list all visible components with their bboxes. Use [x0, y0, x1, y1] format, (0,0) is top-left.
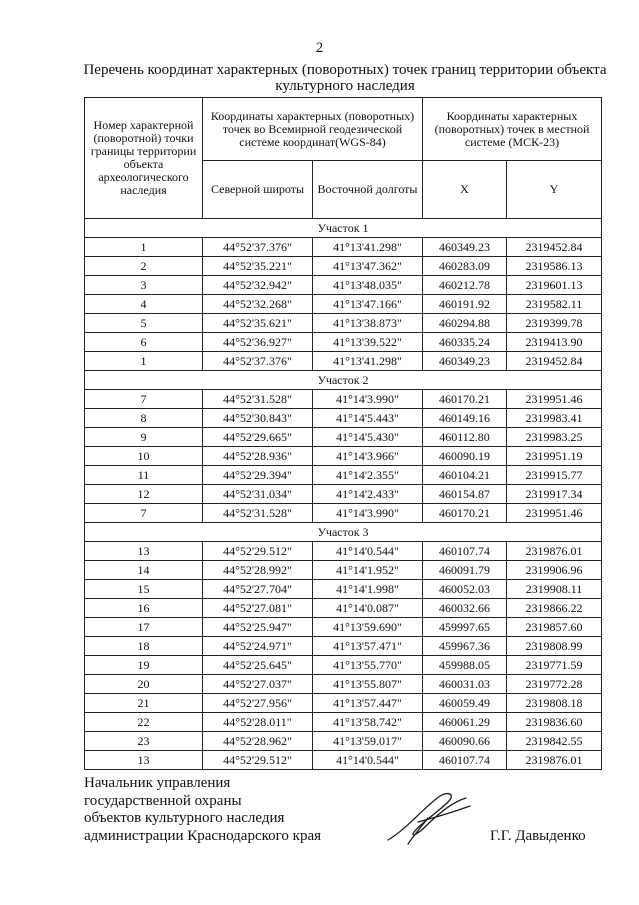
x-cell: 460349.23 [423, 352, 507, 371]
x-cell: 460031.03 [423, 675, 507, 694]
longitude-cell: 41°14'5.430" [313, 428, 423, 447]
point-number-cell: 12 [85, 485, 203, 504]
point-number-cell: 9 [85, 428, 203, 447]
section-title: Участок 2 [85, 371, 602, 390]
y-cell: 2319908.11 [507, 580, 602, 599]
y-cell: 2319983.25 [507, 428, 602, 447]
point-number-cell: 1 [85, 352, 203, 371]
y-cell: 2319601.13 [507, 276, 602, 295]
latitude-header: Северной широты [203, 161, 313, 219]
y-cell: 2319951.19 [507, 447, 602, 466]
point-number-cell: 8 [85, 409, 203, 428]
x-cell: 459967.36 [423, 637, 507, 656]
latitude-cell: 44°52'35.221" [203, 257, 313, 276]
table-row [85, 390, 602, 409]
x-cell: 460090.19 [423, 447, 507, 466]
footer-line: администрации Краснодарского края [84, 827, 322, 844]
point-number-cell: 1 [85, 238, 203, 257]
latitude-cell: 44°52'28.992" [203, 561, 313, 580]
latitude-cell: 44°52'36.927" [203, 333, 313, 352]
table-row [85, 561, 602, 580]
table-row [85, 618, 602, 637]
y-cell: 2319906.96 [507, 561, 602, 580]
section-row [85, 523, 602, 542]
x-cell: 460090.66 [423, 732, 507, 751]
point-number-cell: 11 [85, 466, 203, 485]
y-header: Y [507, 161, 602, 219]
table-row [85, 637, 602, 656]
table-row [85, 542, 602, 561]
x-cell: 460112.80 [423, 428, 507, 447]
table-row [85, 314, 602, 333]
y-cell: 2319452.84 [507, 238, 602, 257]
x-cell: 460091.79 [423, 561, 507, 580]
table-row [85, 751, 602, 770]
latitude-cell: 44°52'27.956" [203, 694, 313, 713]
point-number-cell: 5 [85, 314, 203, 333]
x-cell: 460212.78 [423, 276, 507, 295]
y-cell: 2319452.84 [507, 352, 602, 371]
y-cell: 2319915.77 [507, 466, 602, 485]
x-cell: 460170.21 [423, 504, 507, 523]
point-number-cell: 16 [85, 599, 203, 618]
latitude-cell: 44°52'32.942" [203, 276, 313, 295]
point-number-cell: 19 [85, 656, 203, 675]
y-cell: 2319876.01 [507, 542, 602, 561]
y-cell: 2319951.46 [507, 390, 602, 409]
latitude-cell: 44°52'29.512" [203, 542, 313, 561]
x-cell: 460107.74 [423, 751, 507, 770]
y-cell: 2319857.60 [507, 618, 602, 637]
x-cell: 459988.05 [423, 656, 507, 675]
longitude-cell: 41°13'47.166" [313, 295, 423, 314]
longitude-cell: 41°13'48.035" [313, 276, 423, 295]
table-row [85, 732, 602, 751]
point-number-cell: 14 [85, 561, 203, 580]
longitude-cell: 41°13'41.298" [313, 238, 423, 257]
longitude-cell: 41°13'59.017" [313, 732, 423, 751]
x-cell: 460349.23 [423, 238, 507, 257]
longitude-cell: 41°13'57.447" [313, 694, 423, 713]
latitude-cell: 44°52'29.512" [203, 751, 313, 770]
point-number-cell: 4 [85, 295, 203, 314]
footer-line: государственной охраны [84, 792, 242, 809]
point-number-cell: 6 [85, 333, 203, 352]
longitude-cell: 41°14'3.990" [313, 504, 423, 523]
x-cell: 460107.74 [423, 542, 507, 561]
latitude-cell: 44°52'37.376" [203, 352, 313, 371]
section-title: Участок 3 [85, 523, 602, 542]
point-number-cell: 15 [85, 580, 203, 599]
latitude-cell: 44°52'29.665" [203, 428, 313, 447]
longitude-cell: 41°13'59.690" [313, 618, 423, 637]
table-row [85, 257, 602, 276]
longitude-cell: 41°14'2.433" [313, 485, 423, 504]
point-number-cell: 18 [85, 637, 203, 656]
latitude-cell: 44°52'35.621" [203, 314, 313, 333]
page-number: 2 [315, 40, 324, 56]
longitude-cell: 41°13'55.807" [313, 675, 423, 694]
longitude-cell: 41°13'47.362" [313, 257, 423, 276]
longitude-cell: 41°14'5.443" [313, 409, 423, 428]
table-row [85, 656, 602, 675]
latitude-cell: 44°52'28.011" [203, 713, 313, 732]
section-row [85, 219, 602, 238]
longitude-cell: 41°14'0.544" [313, 751, 423, 770]
latitude-cell: 44°52'29.394" [203, 466, 313, 485]
longitude-cell: 41°14'2.355" [313, 466, 423, 485]
point-number-cell: 13 [85, 751, 203, 770]
x-header: X [423, 161, 507, 219]
point-number-cell: 17 [85, 618, 203, 637]
y-cell: 2319413.90 [507, 333, 602, 352]
longitude-header: Восточной долготы [313, 161, 423, 219]
longitude-cell: 41°14'1.998" [313, 580, 423, 599]
footer-line: Начальник управления [84, 775, 231, 791]
document-title: Перечень координат характерных (поворотных) точек границ территории объекта культурного наследия [83, 62, 607, 94]
y-cell: 2319399.78 [507, 314, 602, 333]
table-row [85, 238, 602, 257]
longitude-cell: 41°14'1.952" [313, 561, 423, 580]
table-row [85, 504, 602, 523]
point-number-cell: 7 [85, 390, 203, 409]
y-cell: 2319836.60 [507, 713, 602, 732]
x-cell: 460283.09 [423, 257, 507, 276]
x-cell: 460335.24 [423, 333, 507, 352]
y-cell: 2319876.01 [507, 751, 602, 770]
point-number-cell: 10 [85, 447, 203, 466]
longitude-cell: 41°14'0.544" [313, 542, 423, 561]
y-cell: 2319772.28 [507, 675, 602, 694]
latitude-cell: 44°52'31.034" [203, 485, 313, 504]
longitude-cell: 41°13'39.522" [313, 333, 423, 352]
x-cell: 460170.21 [423, 390, 507, 409]
point-number-cell: 23 [85, 732, 203, 751]
y-cell: 2319842.55 [507, 732, 602, 751]
longitude-cell: 41°14'3.990" [313, 390, 423, 409]
latitude-cell: 44°52'28.962" [203, 732, 313, 751]
latitude-cell: 44°52'32.268" [203, 295, 313, 314]
table-row [85, 713, 602, 732]
x-cell: 460052.03 [423, 580, 507, 599]
table-row [85, 276, 602, 295]
latitude-cell: 44°52'25.645" [203, 656, 313, 675]
x-cell: 460104.21 [423, 466, 507, 485]
y-cell: 2319808.18 [507, 694, 602, 713]
latitude-cell: 44°52'27.081" [203, 599, 313, 618]
longitude-cell: 41°13'58.742" [313, 713, 423, 732]
table-row [85, 428, 602, 447]
x-cell: 460294.88 [423, 314, 507, 333]
point-number-cell: 21 [85, 694, 203, 713]
latitude-cell: 44°52'24.971" [203, 637, 313, 656]
table-row [85, 295, 602, 314]
latitude-cell: 44°52'31.528" [203, 504, 313, 523]
longitude-cell: 41°13'38.873" [313, 314, 423, 333]
table-row [85, 485, 602, 504]
point-number-cell: 3 [85, 276, 203, 295]
x-cell: 460154.87 [423, 485, 507, 504]
table-row [85, 409, 602, 428]
table-row [85, 599, 602, 618]
x-cell: 460149.16 [423, 409, 507, 428]
table-row [85, 352, 602, 371]
table-row [85, 466, 602, 485]
x-cell: 459997.65 [423, 618, 507, 637]
signature-image [378, 788, 478, 848]
point-number-header: Номер характерной (поворотной) точки границы территории объекта археологического наследия [85, 98, 203, 219]
x-cell: 460061.29 [423, 713, 507, 732]
y-cell: 2319586.13 [507, 257, 602, 276]
point-number-cell: 13 [85, 542, 203, 561]
longitude-cell: 41°14'3.966" [313, 447, 423, 466]
point-number-cell: 7 [85, 504, 203, 523]
y-cell: 2319866.22 [507, 599, 602, 618]
table-row [85, 333, 602, 352]
footer-line: объектов культурного наследия [84, 810, 285, 826]
table-row [85, 447, 602, 466]
table-row [85, 675, 602, 694]
table-body [85, 219, 602, 770]
latitude-cell: 44°52'30.843" [203, 409, 313, 428]
y-cell: 2319917.34 [507, 485, 602, 504]
section-title: Участок 1 [85, 219, 602, 238]
x-cell: 460191.92 [423, 295, 507, 314]
longitude-cell: 41°13'57.471" [313, 637, 423, 656]
x-cell: 460032.66 [423, 599, 507, 618]
point-number-cell: 2 [85, 257, 203, 276]
signatory-name: Г.Г. Давыденко [490, 828, 586, 844]
latitude-cell: 44°52'27.037" [203, 675, 313, 694]
longitude-cell: 41°13'41.298" [313, 352, 423, 371]
latitude-cell: 44°52'25.947" [203, 618, 313, 637]
latitude-cell: 44°52'27.704" [203, 580, 313, 599]
point-number-cell: 22 [85, 713, 203, 732]
point-number-cell: 20 [85, 675, 203, 694]
y-cell: 2319951.46 [507, 504, 602, 523]
longitude-cell: 41°13'55.770" [313, 656, 423, 675]
msk-header: Координаты характерных (поворотных) точек в местной системе (МСК-23) [423, 98, 602, 161]
latitude-cell: 44°52'37.376" [203, 238, 313, 257]
latitude-cell: 44°52'31.528" [203, 390, 313, 409]
table-row [85, 694, 602, 713]
table-row [85, 580, 602, 599]
latitude-cell: 44°52'28.936" [203, 447, 313, 466]
y-cell: 2319582.11 [507, 295, 602, 314]
wgs-header: Координаты характерных (поворотных) точек во Всемирной геодезической системе координат(WGS-84) [203, 98, 423, 161]
longitude-cell: 41°14'0.087" [313, 599, 423, 618]
x-cell: 460059.49 [423, 694, 507, 713]
y-cell: 2319983.41 [507, 409, 602, 428]
section-row [85, 371, 602, 390]
y-cell: 2319808.99 [507, 637, 602, 656]
coordinates-table [84, 97, 602, 770]
footer-block [84, 775, 374, 845]
y-cell: 2319771.59 [507, 656, 602, 675]
